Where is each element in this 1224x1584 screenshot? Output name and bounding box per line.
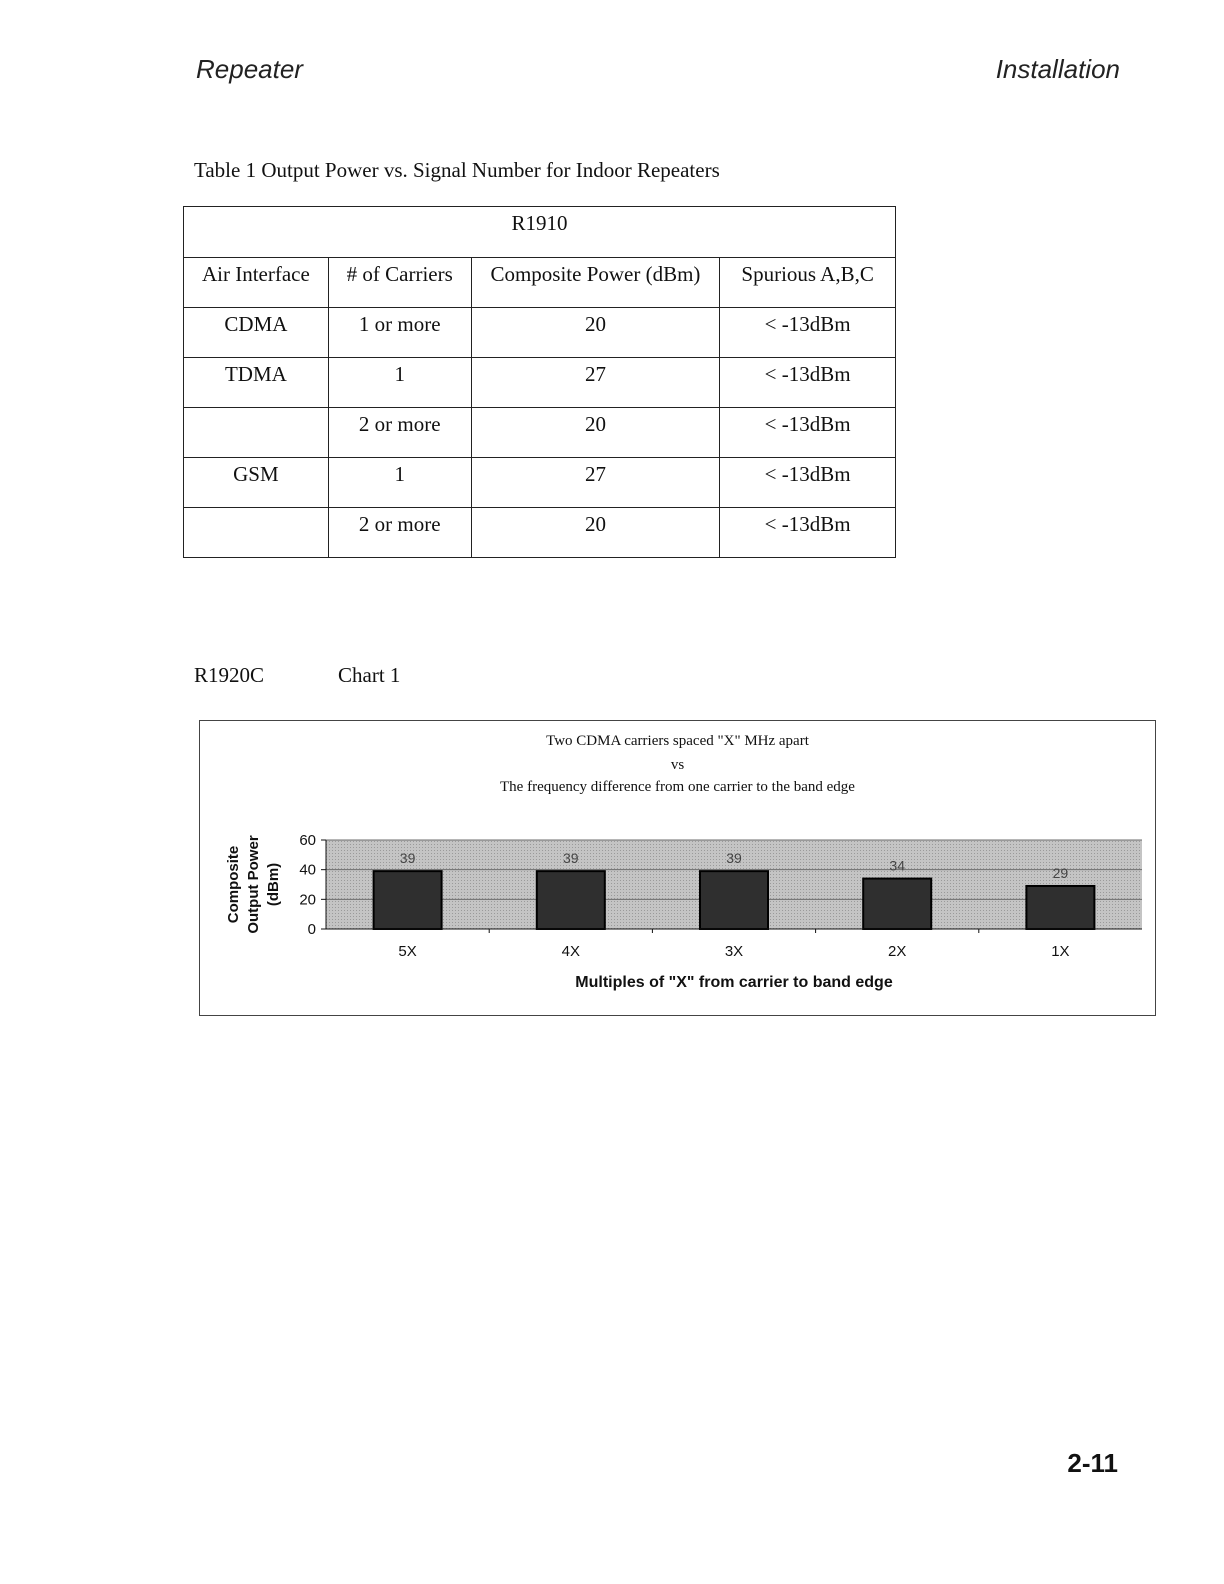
table-cell: 27 xyxy=(471,458,720,508)
running-header-right: Installation xyxy=(995,54,1120,84)
table-cell: < -13dBm xyxy=(720,358,896,408)
data-label: 39 xyxy=(563,850,579,867)
chart-title-line-1: Two CDMA carriers spaced "X" MHz apart xyxy=(546,733,809,749)
y-tick-label: 40 xyxy=(299,861,316,879)
bar xyxy=(1026,886,1094,929)
bar xyxy=(700,871,768,929)
column-header: Air Interface xyxy=(184,258,329,308)
table-title-row xyxy=(184,207,896,258)
table-cell: 20 xyxy=(471,308,720,358)
running-header-left: Repeater xyxy=(196,54,303,84)
column-header: # of Carriers xyxy=(328,258,471,308)
table-cell: 20 xyxy=(471,408,720,458)
table-row xyxy=(184,308,896,358)
table-cell: 1 xyxy=(328,358,471,408)
table-caption: Table 1 Output Power vs. Signal Number for Indoor Repeaters xyxy=(194,158,720,182)
table-cell xyxy=(184,508,329,558)
table-cell: 2 or more xyxy=(328,408,471,458)
table-cell: 1 xyxy=(328,458,471,508)
table-row xyxy=(184,408,896,458)
column-header: Spurious A,B,C xyxy=(720,258,896,308)
x-tick-label: 4X xyxy=(561,943,580,960)
y-axis-title-line: Output Power xyxy=(245,835,262,934)
y-tick-label: 0 xyxy=(307,921,316,938)
bar xyxy=(374,871,442,929)
table-cell: TDMA xyxy=(184,358,329,408)
column-header: Composite Power (dBm) xyxy=(471,258,720,308)
chart-number-label: Chart 1 xyxy=(338,663,401,687)
data-label: 34 xyxy=(889,857,905,874)
x-axis-title: Multiples of "X" from carrier to band edge xyxy=(575,974,893,991)
y-axis-title-line: Composite xyxy=(225,845,242,924)
table-cell xyxy=(184,408,329,458)
table-row xyxy=(184,458,896,508)
bar-chart xyxy=(200,721,1155,1015)
y-tick-label: 20 xyxy=(299,891,316,909)
table-row xyxy=(184,358,896,408)
table-cell: < -13dBm xyxy=(720,308,896,358)
x-tick-label: 1X xyxy=(1051,943,1070,960)
chart-frame xyxy=(199,720,1156,1016)
y-axis-title-line: (dBm) xyxy=(265,862,282,907)
table-cell: < -13dBm xyxy=(720,408,896,458)
table-cell: CDMA xyxy=(184,308,329,358)
chart-title-line-2: vs xyxy=(670,757,685,773)
table-cell: 1 or more xyxy=(328,308,471,358)
table-header-row xyxy=(184,258,896,308)
table-cell: 20 xyxy=(471,508,720,558)
bar xyxy=(863,879,931,929)
output-power-table xyxy=(183,206,896,558)
table-title: R1910 xyxy=(184,207,896,258)
table-cell: < -13dBm xyxy=(720,458,896,508)
chart-model-label: R1920C xyxy=(194,663,265,687)
x-tick-label: 2X xyxy=(888,943,907,960)
data-label: 39 xyxy=(399,850,416,867)
data-label: 29 xyxy=(1052,864,1069,881)
y-tick-label: 60 xyxy=(299,832,316,849)
x-tick-label: 5X xyxy=(398,943,417,960)
table-row xyxy=(184,508,896,558)
table-cell: GSM xyxy=(184,458,329,508)
bar xyxy=(537,871,605,929)
x-tick-label: 3X xyxy=(724,943,744,960)
table-cell: < -13dBm xyxy=(720,508,896,558)
table-cell: 2 or more xyxy=(328,508,471,558)
data-label: 39 xyxy=(726,850,742,867)
table-cell: 27 xyxy=(471,358,720,408)
page-number: 2-11 xyxy=(1067,1448,1118,1478)
chart-title-line-3: The frequency difference from one carrier to the band edge xyxy=(500,779,855,795)
